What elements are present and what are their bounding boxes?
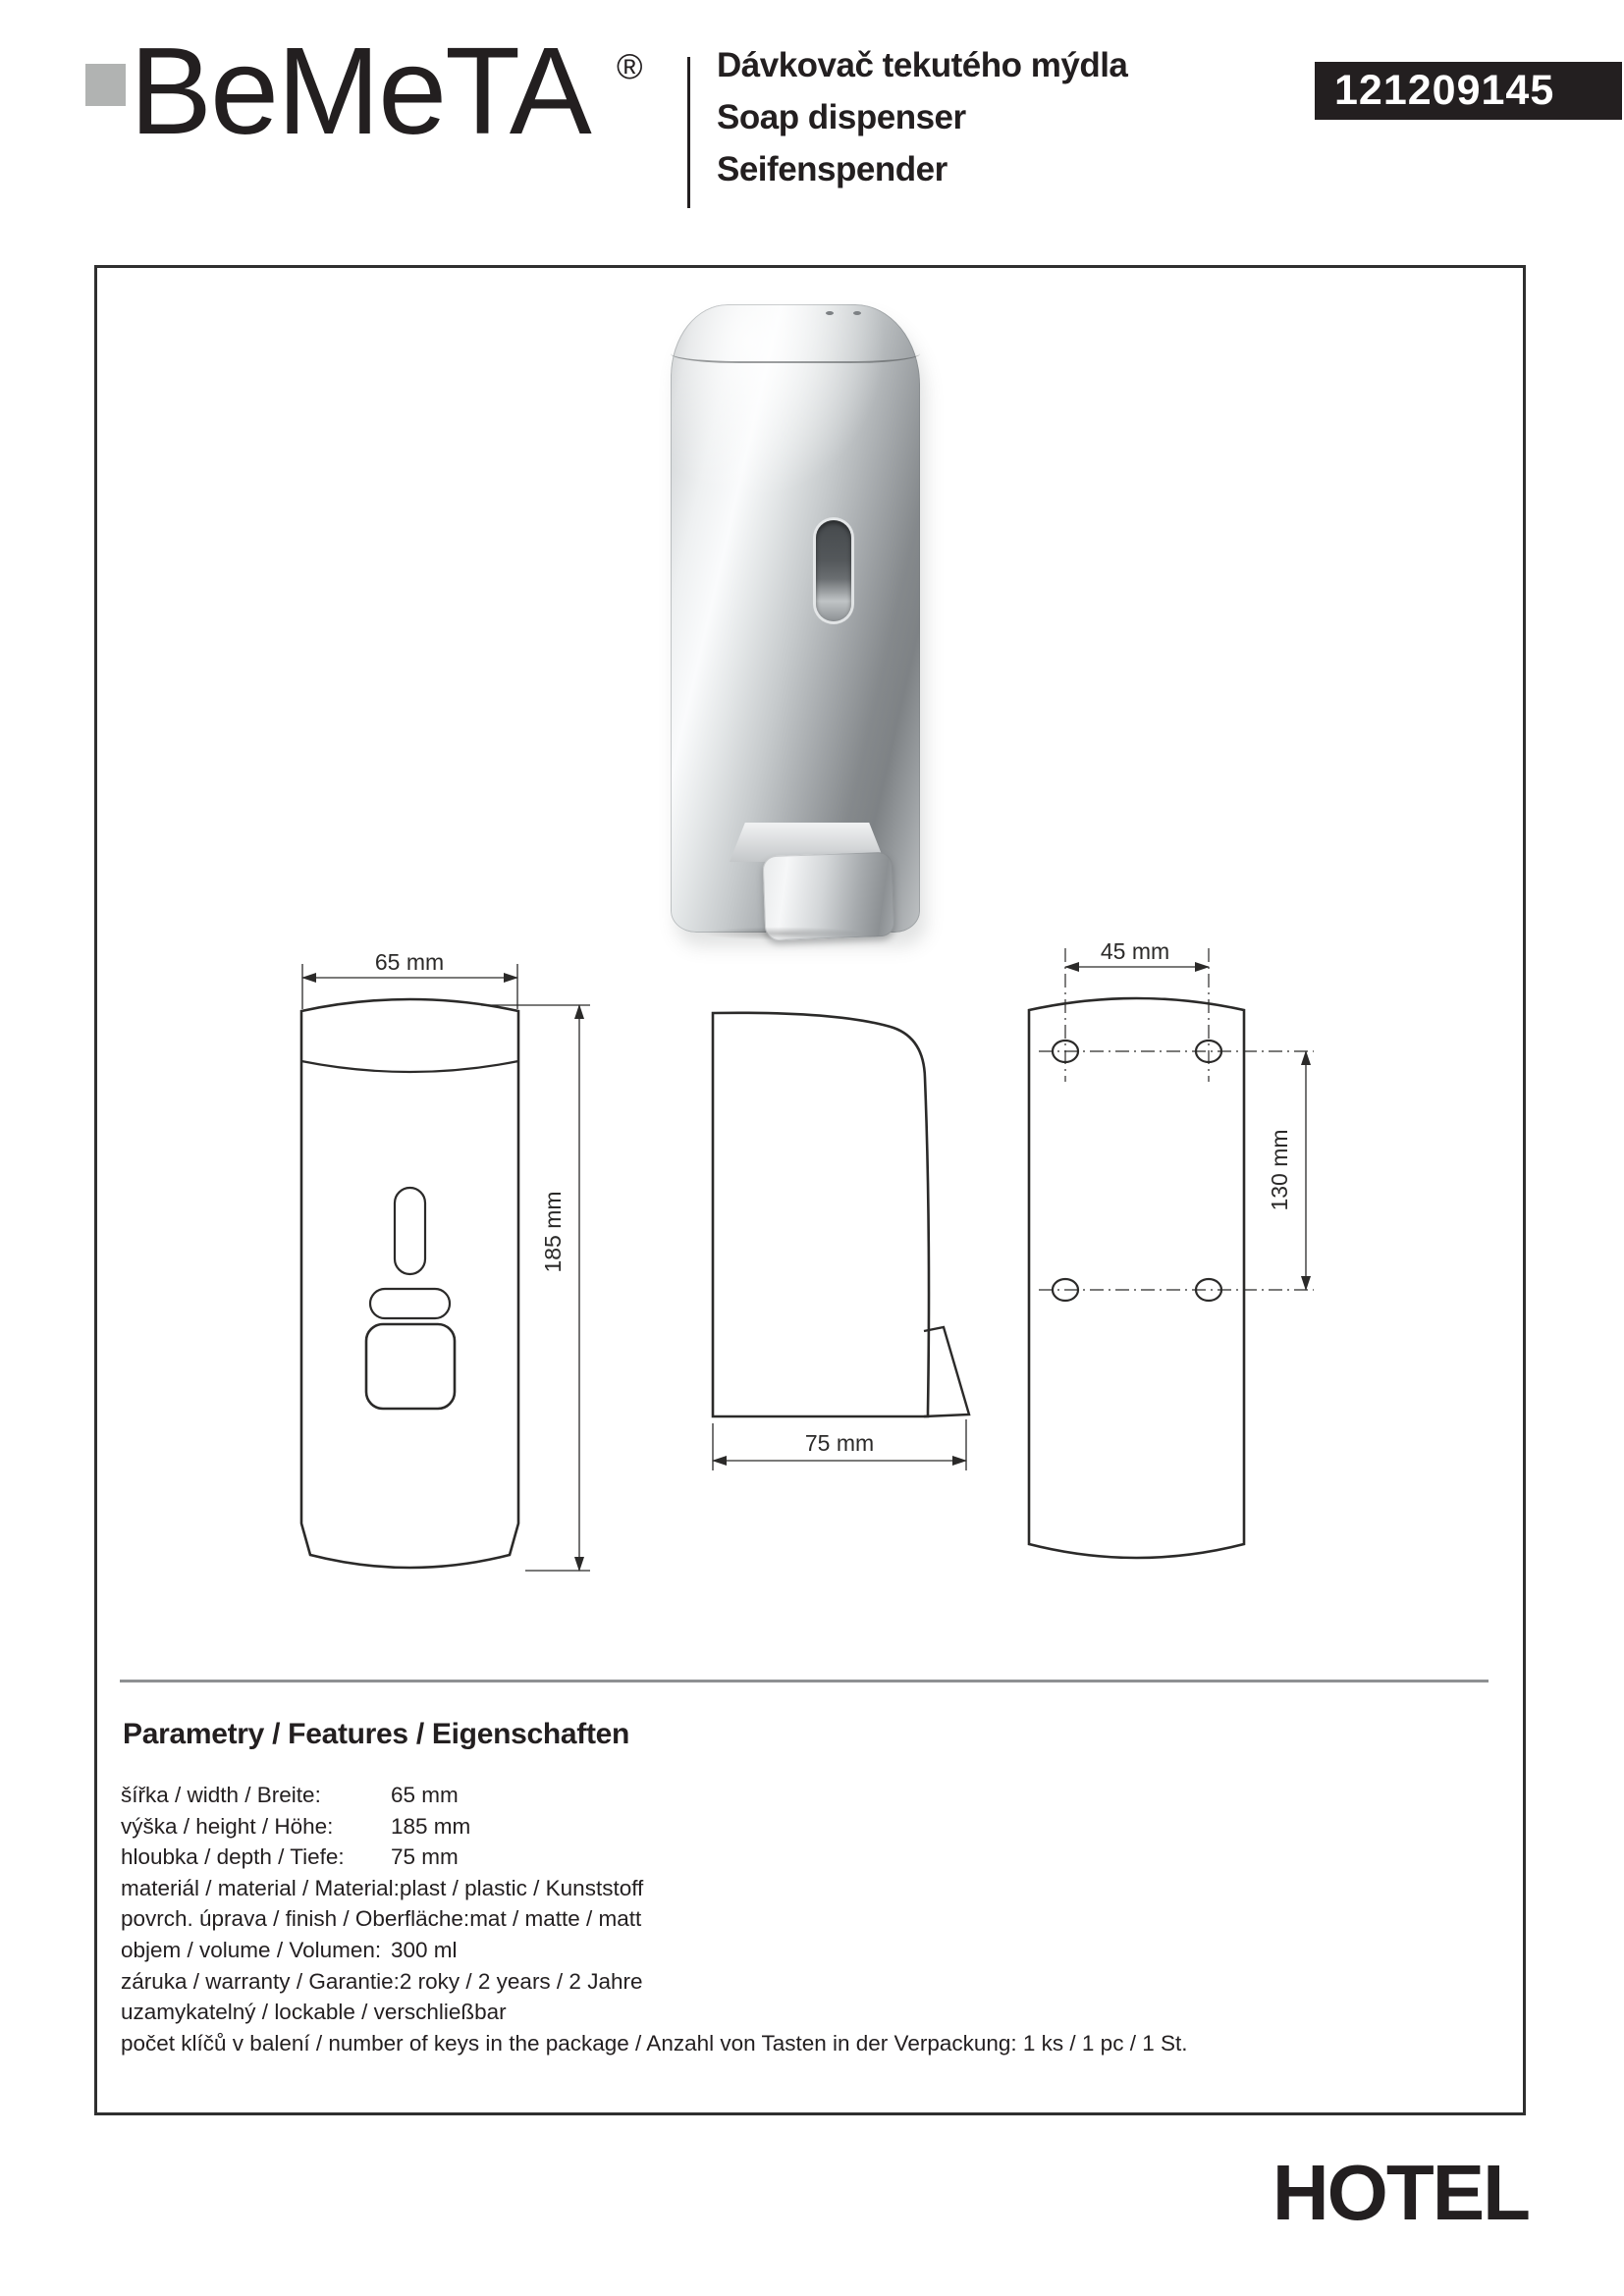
side-view-outline [713,1013,929,1416]
spec-label: materiál / material / Material: [121,1875,400,1900]
spec-value: 65 mm [391,1783,459,1807]
spec-row [121,1966,1187,1998]
side-depth-dim-label: 75 mm [804,1430,875,1456]
dispenser-vent-dot [853,311,861,315]
spec-label: počet klíčů v balení / number of keys in the package / Anzahl von Tasten in der Verpackung: 1 ks / 1 pc / 1 St. [121,2030,1188,2056]
spec-row [121,1997,1187,2028]
product-code-badge: 121209145 [1315,62,1622,120]
front-view-finger-slot [370,1289,450,1318]
front-width-dim-label: 65 mm [374,949,445,975]
section-separator [120,1680,1489,1682]
brand-square-mark [85,64,126,106]
back-hole-spacing-dim-label: 45 mm [1100,938,1170,964]
spec-row [121,1903,1187,1935]
spec-label: hloubka / depth / Tiefe: [121,1844,345,1870]
spec-row [121,1873,1187,1904]
spec-row [121,2028,1187,2059]
spec-value: 2 roky / 2 years / 2 Jahre [399,1968,643,1994]
front-view-pump-button [366,1324,455,1409]
spec-label: povrch. úprava / finish / Oberfläche: [121,1906,470,1932]
spec-row [121,1935,1187,1966]
dispenser-level-window [816,520,851,621]
spec-label: šířka / width / Breite: [121,1783,321,1807]
spec-value: 185 mm [391,1813,471,1839]
product-titles [717,39,1127,195]
technical-drawings [94,923,1529,1620]
side-view-nozzle [924,1327,969,1416]
dispenser-lid-seam [671,304,920,363]
spec-label: objem / volume / Volumen: [121,1937,382,1962]
back-view-outline [1029,998,1244,1558]
product-title-en: Soap dispenser [717,98,966,136]
collection-name: HOTEL [1272,2149,1529,2236]
front-view-window-slot [395,1188,425,1274]
product-title-de: Seifenspender [717,150,947,188]
spec-value: mat / matte / matt [469,1906,642,1932]
product-photo [671,304,920,933]
spec-label: záruka / warranty / Garantie: [121,1968,400,1994]
registered-trademark-icon: ® [617,46,643,86]
specs-heading: Parametry / Features / Eigenschaften [123,1718,630,1750]
side-view-drawing [713,1013,969,1470]
dispenser-vent-dot [826,311,834,315]
header-divider [687,57,690,208]
spec-label: uzamykatelný / lockable / verschließbar [121,2000,507,2025]
spec-value: plast / plastic / Kunststoff [399,1875,644,1900]
spec-row [121,1811,1187,1842]
back-hole-pitch-dim-label: 130 mm [1267,1129,1292,1211]
spec-label: výška / height / Höhe: [121,1813,334,1839]
spec-value: 75 mm [391,1844,459,1870]
spec-row [121,1842,1187,1873]
spec-value: 300 ml [391,1937,458,1962]
specs-table [121,1780,1187,2058]
back-view-drawing [1029,948,1314,1558]
spec-row [121,1780,1187,1811]
brand-logo: BeMeTA [130,22,590,160]
front-height-dim-label: 185 mm [540,1191,566,1273]
front-view-outline [301,999,518,1568]
product-title-cs: Dávkovač tekutého mýdla [717,46,1128,84]
front-view-lid-line [301,1061,518,1072]
